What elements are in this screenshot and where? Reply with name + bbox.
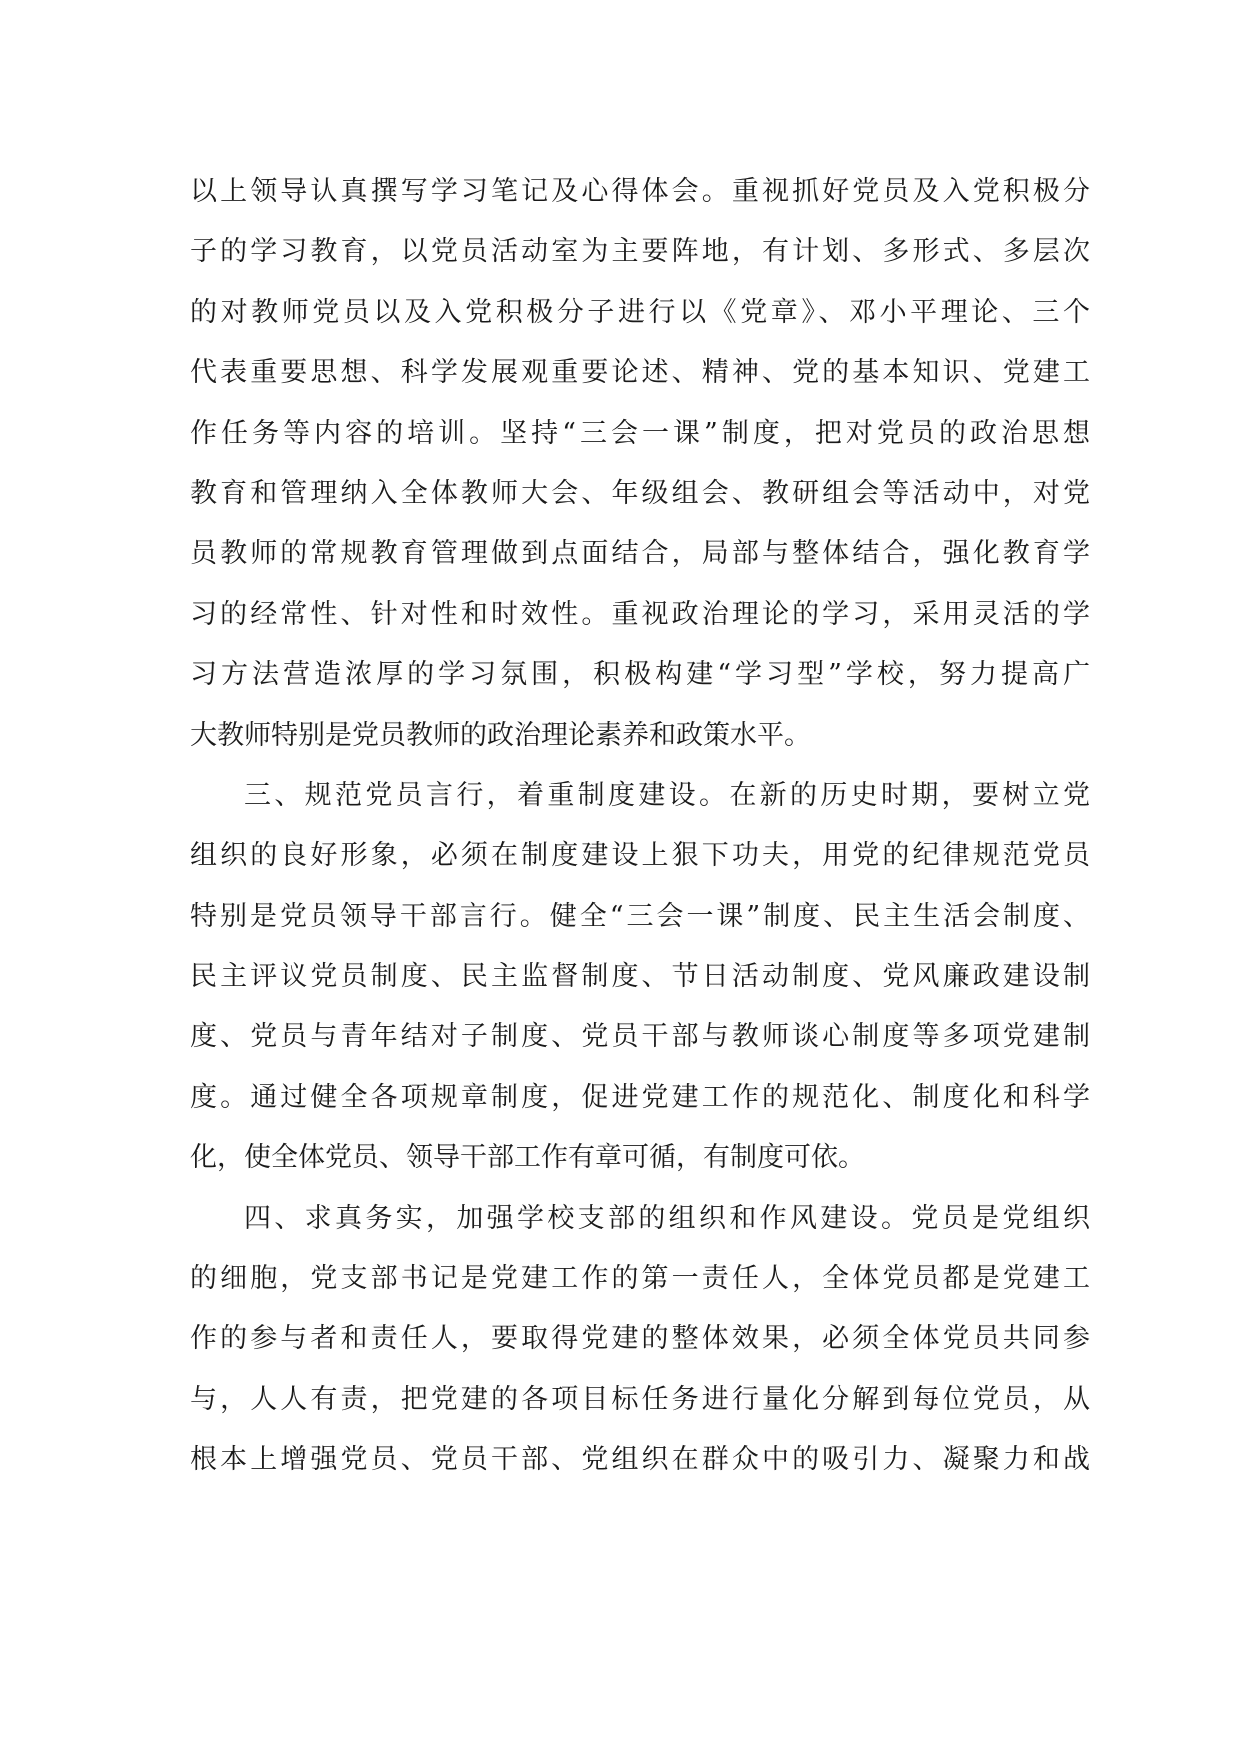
text-line: 民主评议党员制度、民主监督制度、节日活动制度、党风廉政建设制 — [190, 961, 1090, 993]
section-three-heading-line: 三、规范党员言行，着重制度建设。在新的历史时期，要树立党 — [244, 779, 1090, 811]
text-line: 习方法营造浓厚的学习氛围，积极构建“学习型”学校，努力提高广 — [190, 659, 1090, 691]
text-line: 度。通过健全各项规章制度，促进党建工作的规范化、制度化和科学 — [190, 1081, 1090, 1113]
text-line: 的细胞，党支部书记是党建工作的第一责任人，全体党员都是党建工 — [190, 1263, 1090, 1295]
section-four-heading-line: 四、求真务实，加强学校支部的组织和作风建设。党员是党组织 — [244, 1202, 1090, 1234]
text-line: 的对教师党员以及入党积极分子进行以《党章》、邓小平理论、三个 — [190, 296, 1090, 328]
text-line: 化，使全体党员、领导干部工作有章可循，有制度可依。 — [190, 1142, 865, 1174]
text-line: 根本上增强党员、党员干部、党组织在群众中的吸引力、凝聚力和战 — [190, 1444, 1090, 1476]
text-line: 作任务等内容的培训。坚持“三会一课”制度，把对党员的政治思想 — [190, 417, 1090, 449]
text-line: 代表重要思想、科学发展观重要论述、精神、党的基本知识、党建工 — [190, 357, 1090, 389]
text-line: 以上领导认真撰写学习笔记及心得体会。重视抓好党员及入党积极分 — [190, 176, 1090, 207]
text-line: 习的经常性、针对性和时效性。重视政治理论的学习，采用灵活的学 — [190, 598, 1090, 630]
text-line: 作的参与者和责任人，要取得党建的整体效果，必须全体党员共同参 — [190, 1323, 1090, 1355]
text-line: 教育和管理纳入全体教师大会、年级组会、教研组会等活动中，对党 — [190, 477, 1090, 509]
text-line: 度、党员与青年结对子制度、党员干部与教师谈心制度等多项党建制 — [190, 1021, 1090, 1053]
text-line: 特别是党员领导干部言行。健全“三会一课”制度、民主生活会制度、 — [190, 900, 1090, 932]
text-line: 员教师的常规教育管理做到点面结合，局部与整体结合，强化教育学 — [190, 538, 1090, 570]
text-line: 大教师特别是党员教师的政治理论素养和政策水平。 — [190, 719, 811, 751]
text-line: 与，人人有责，把党建的各项目标任务进行量化分解到每位党员，从 — [190, 1383, 1090, 1415]
body-text — [190, 162, 1090, 1491]
text-line: 组织的良好形象，必须在制度建设上狠下功夫，用党的纪律规范党员 — [190, 840, 1090, 872]
text-line: 子的学习教育，以党员活动室为主要阵地，有计划、多形式、多层次 — [190, 236, 1090, 268]
